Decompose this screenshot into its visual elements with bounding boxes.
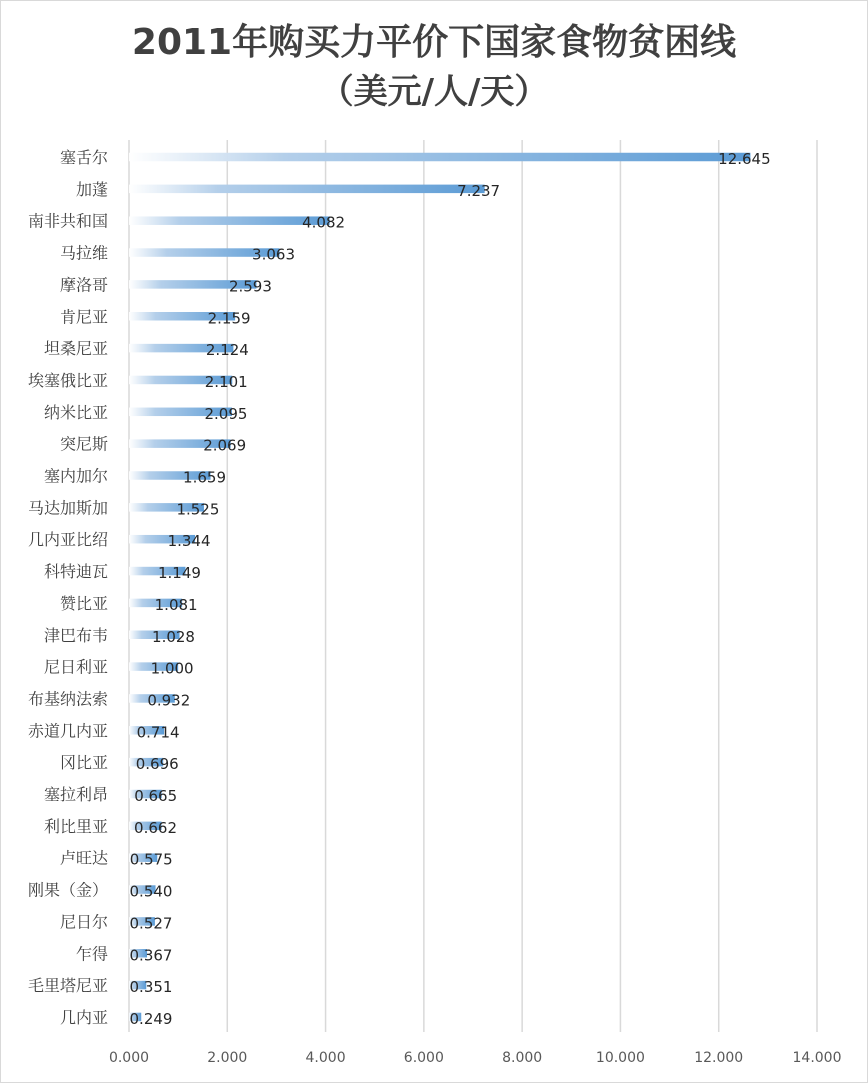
data-label: 0.575 [129, 850, 173, 869]
data-label: 1.659 [183, 468, 227, 487]
category-label: 马达加斯加 [27, 498, 108, 518]
category-label: 南非共和国 [27, 211, 108, 231]
x-tick-label: 4.000 [305, 1050, 346, 1066]
category-label: 肯尼亚 [59, 307, 108, 327]
data-label: 12.645 [718, 150, 771, 168]
data-label: 0.527 [129, 914, 173, 933]
x-tick-label: 0.000 [108, 1050, 150, 1066]
bars [129, 153, 750, 1021]
data-label: 1.525 [176, 500, 220, 519]
data-label: 2.593 [228, 277, 272, 296]
data-label: 0.351 [129, 978, 173, 997]
category-label: 赞比亚 [59, 593, 108, 613]
category-label: 几内亚比绍 [27, 530, 108, 550]
x-tick-label: 8.000 [502, 1050, 543, 1066]
data-label: 2.124 [205, 341, 249, 360]
category-label: 布基纳法索 [27, 689, 108, 709]
category-labels [28, 148, 108, 1027]
data-label: 0.367 [129, 946, 173, 965]
chart-title: 2011年购买力平价下国家食物贫困线 [131, 22, 737, 63]
category-label: 冈比亚 [59, 753, 108, 773]
category-label: 卢旺达 [59, 848, 108, 868]
data-label: 0.696 [135, 755, 179, 774]
data-label: 1.081 [154, 595, 198, 614]
category-label: 津巴布韦 [43, 625, 108, 645]
data-label: 1.344 [167, 532, 211, 551]
category-label: 摩洛哥 [59, 275, 108, 295]
grid-lines [129, 140, 817, 1032]
bar [129, 185, 485, 194]
category-label: 突尼斯 [59, 434, 108, 454]
category-label: 乍得 [75, 944, 108, 964]
category-label: 塞拉利昂 [43, 785, 108, 804]
category-label: 利比里亚 [43, 816, 108, 836]
category-label: 纳米比亚 [43, 402, 108, 422]
category-label: 坦桑尼亚 [43, 339, 108, 359]
category-label: 尼日利亚 [43, 657, 108, 677]
data-label: 1.028 [152, 627, 195, 646]
data-label: 4.082 [302, 213, 346, 232]
x-axis-tick-labels [109, 1050, 842, 1066]
x-tick-label: 12.000 [694, 1050, 744, 1066]
category-label: 科特迪瓦 [43, 562, 108, 582]
bar [129, 216, 330, 225]
data-label: 0.249 [129, 1009, 173, 1028]
category-label: 尼日尔 [59, 912, 108, 932]
data-label: 0.714 [136, 723, 180, 742]
data-label: 0.665 [134, 787, 178, 805]
x-tick-label: 10.000 [595, 1050, 645, 1066]
data-label: 2.159 [207, 309, 251, 328]
category-label: 毛里塔尼亚 [27, 976, 108, 996]
category-label: 塞内加尔 [43, 466, 108, 486]
category-label: 塞舌尔 [59, 148, 108, 167]
data-label: 0.540 [129, 882, 173, 901]
category-label: 马拉维 [59, 243, 108, 263]
data-label: 0.662 [134, 818, 178, 837]
data-label: 1.149 [157, 564, 201, 583]
data-label: 1.000 [150, 659, 194, 678]
data-label: 2.095 [204, 404, 248, 423]
x-tick-label: 2.000 [207, 1050, 248, 1066]
data-label: 3.063 [252, 245, 296, 264]
x-tick-label: 14.000 [792, 1050, 842, 1066]
category-label: 埃塞俄比亚 [27, 370, 108, 390]
data-label: 0.932 [147, 691, 191, 710]
chart-subtitle: （美元/人/天） [319, 72, 549, 112]
data-label: 2.101 [204, 372, 248, 391]
category-label: 加蓬 [75, 179, 108, 199]
data-label: 2.069 [203, 436, 247, 455]
category-label: 几内亚 [59, 1007, 108, 1027]
data-label: 7.237 [457, 181, 501, 200]
category-label: 刚果（金） [27, 880, 108, 900]
category-label: 赤道几内亚 [27, 721, 108, 741]
bar [129, 153, 750, 162]
x-tick-label: 6.000 [403, 1050, 444, 1066]
